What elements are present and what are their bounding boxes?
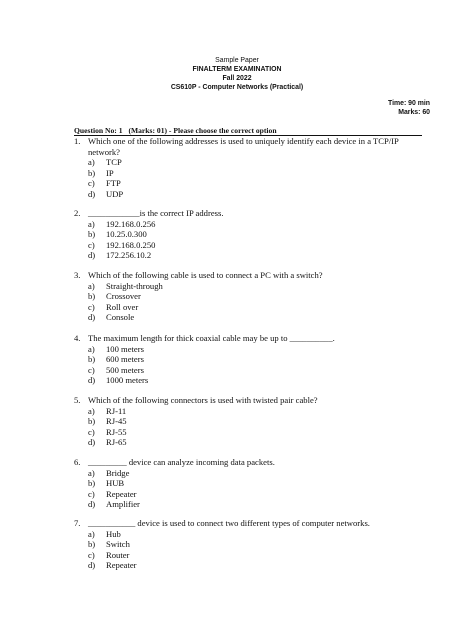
question-item (74, 136, 426, 200)
option-row (88, 468, 426, 479)
option-letter: c) (88, 426, 95, 437)
option-text: RJ-65 (106, 437, 127, 448)
option-letter: b) (88, 229, 96, 240)
question-text: ____________is the correct IP address. (88, 208, 224, 218)
option-row (88, 344, 426, 355)
option-letter: d) (88, 250, 96, 261)
option-text: 172.256.10.2 (106, 250, 152, 261)
option-row (88, 354, 426, 365)
option-text: RJ-45 (106, 416, 127, 427)
option-letter: b) (88, 478, 96, 489)
question-text: Which of the following cable is used to connect a PC with a switch? (88, 270, 323, 280)
question-num: 6. (74, 457, 81, 467)
option-letter: d) (88, 188, 96, 199)
option-text: Straight-through (106, 280, 163, 291)
option-text: Repeater (106, 488, 137, 499)
option-row (88, 406, 426, 417)
option-row (88, 499, 426, 510)
option-text: 1000 meters (106, 375, 149, 386)
option-letter: b) (88, 291, 96, 302)
option-text: Bridge (106, 467, 130, 478)
option-text: Router (106, 549, 130, 560)
question-number: Question No: 1 (74, 126, 123, 135)
option-letter: a) (88, 280, 95, 291)
option-text: Amplifier (106, 499, 140, 510)
option-text: UDP (106, 188, 124, 199)
exam-title: FINALTERM EXAMINATION (192, 66, 282, 73)
option-text: 192.168.0.256 (106, 218, 156, 229)
option-row (88, 416, 426, 427)
question-item (74, 518, 426, 571)
question-item (74, 333, 426, 386)
course-title: CS610P - Computer Networks (Practical) (170, 84, 304, 91)
option-text: Crossover (106, 291, 141, 302)
option-text: FTP (106, 178, 121, 189)
option-letter: b) (88, 539, 96, 550)
question-text: ___________ device is used to connect two different types of computer networks. (88, 518, 370, 528)
question-num: 1. (74, 136, 81, 146)
option-text: Repeater (106, 560, 137, 571)
option-row (88, 168, 426, 179)
option-letter: d) (88, 437, 96, 448)
option-letter: a) (88, 528, 95, 539)
option-text: TCP (106, 157, 122, 168)
paper-type: Sample Paper (215, 57, 259, 64)
option-row (88, 240, 426, 251)
option-letter: c) (88, 549, 95, 560)
option-row (88, 250, 426, 261)
exam-term: Fall 2022 (222, 75, 252, 82)
exam-time: Time: 90 min (388, 100, 430, 107)
question-text: _________ device can analyze incoming data packets. (88, 457, 275, 467)
question-item (74, 270, 426, 323)
option-letter: c) (88, 364, 95, 375)
option-letter: b) (88, 167, 96, 178)
question-num: 7. (74, 518, 81, 528)
option-text: 192.168.0.250 (106, 239, 156, 250)
option-letter: a) (88, 218, 95, 229)
option-row (88, 560, 426, 571)
question-header (74, 126, 422, 136)
option-row (88, 229, 426, 240)
option-letter: a) (88, 157, 95, 168)
option-text: Roll over (106, 301, 139, 312)
option-text: HUB (106, 478, 125, 489)
option-row (88, 489, 426, 500)
question-text: Which of the following connectors is used with twisted pair cable? (88, 395, 318, 405)
question-marks-instruction: (Marks: 01) - Please choose the correct option (128, 126, 277, 135)
option-row (88, 291, 426, 302)
option-letter: d) (88, 312, 96, 323)
option-text: 100 meters (106, 343, 144, 354)
option-letter: c) (88, 178, 95, 189)
option-letter: d) (88, 499, 96, 510)
option-text: IP (106, 167, 114, 178)
option-text: RJ-55 (106, 426, 127, 437)
question-text: The maximum length for thick coaxial cable may be up to __________. (88, 333, 335, 343)
option-row (88, 375, 426, 386)
option-row (88, 281, 426, 292)
question-item (74, 457, 426, 510)
option-row (88, 302, 426, 313)
option-letter: c) (88, 301, 95, 312)
option-row (88, 219, 426, 230)
question-text: Which one of the following addresses is used to uniquely identify each device in a TCP/IP network? (88, 136, 399, 157)
exam-marks: Marks: 60 (398, 109, 430, 116)
option-row (88, 539, 426, 550)
option-letter: c) (88, 488, 95, 499)
question-item (74, 395, 426, 448)
option-letter: d) (88, 560, 96, 571)
option-row (88, 478, 426, 489)
option-letter: c) (88, 239, 95, 250)
question-num: 2. (74, 208, 81, 218)
option-row (88, 178, 426, 189)
option-letter: d) (88, 375, 96, 386)
option-row (88, 189, 426, 200)
option-text: 10.25.0.300 (106, 229, 147, 240)
question-num: 5. (74, 395, 81, 405)
option-letter: b) (88, 354, 96, 365)
option-text: Hub (106, 528, 121, 539)
option-letter: b) (88, 416, 96, 427)
option-text: RJ-11 (106, 405, 127, 416)
option-text: 500 meters (106, 364, 144, 375)
option-row (88, 312, 426, 323)
option-letter: a) (88, 405, 95, 416)
option-text: Switch (106, 539, 130, 550)
question-num: 3. (74, 270, 81, 280)
option-letter: a) (88, 343, 95, 354)
option-row (88, 529, 426, 540)
option-row (88, 157, 426, 168)
option-letter: a) (88, 467, 95, 478)
option-row (88, 437, 426, 448)
option-row (88, 365, 426, 376)
option-text: Console (106, 312, 135, 323)
question-item (74, 208, 426, 261)
question-num: 4. (74, 333, 81, 343)
option-row (88, 427, 426, 438)
option-row (88, 550, 426, 561)
option-text: 600 meters (106, 354, 144, 365)
